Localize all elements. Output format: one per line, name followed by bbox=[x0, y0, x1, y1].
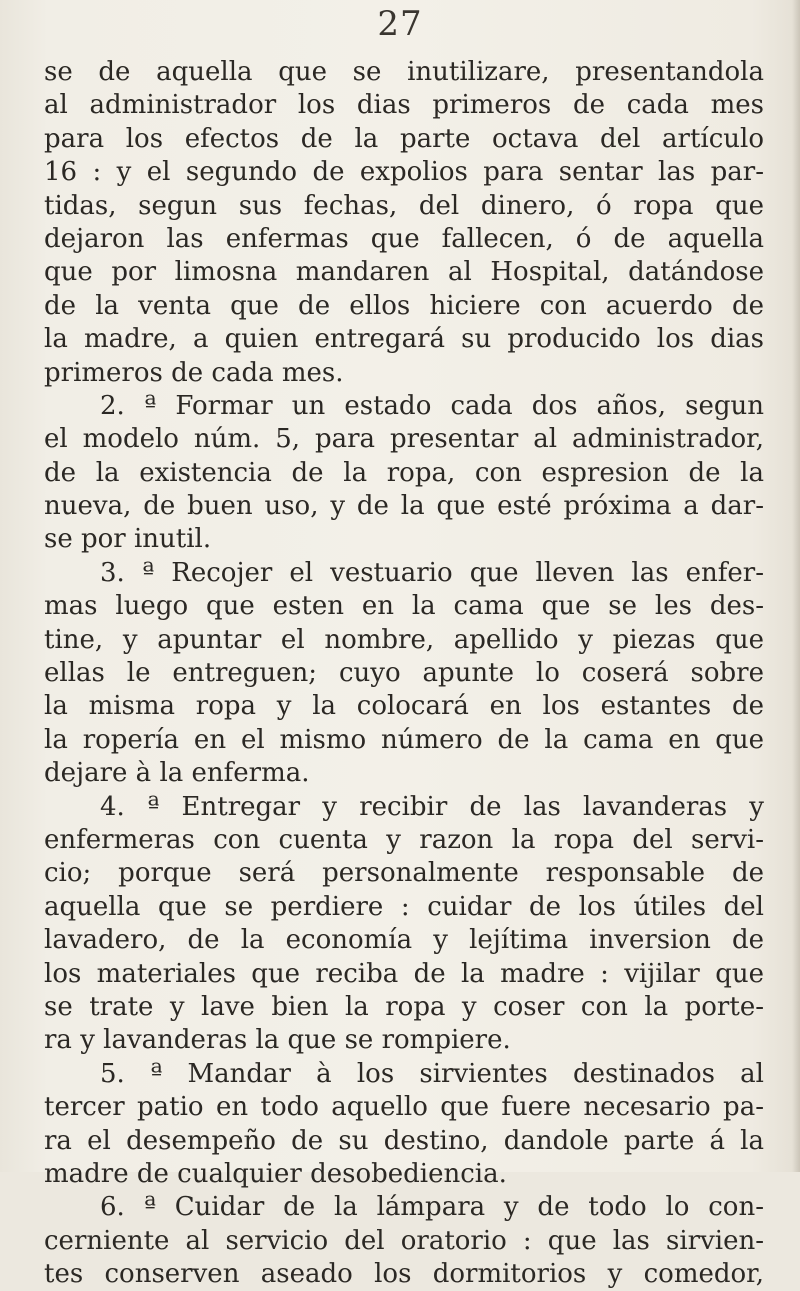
text-line: tine, y apuntar el nombre, apellido y piezas que bbox=[44, 624, 764, 655]
text-line: al administrador los dias primeros de cada mes bbox=[44, 90, 764, 121]
text-line: se por inutil. bbox=[44, 524, 212, 555]
text-line: aquella que se perdiere : cuidar de los útiles del bbox=[44, 891, 764, 922]
page-edge-shadow bbox=[792, 0, 800, 1172]
text-line: se de aquella que se inutilizare, presentandola bbox=[44, 57, 764, 87]
text-line: 2. ª Formar un estado cada dos años, segun bbox=[100, 390, 764, 421]
text-line: 4. ª Entregar y recibir de las lavanderas y bbox=[100, 791, 764, 822]
text-line: el modelo núm. 5, para presentar al administrador, bbox=[44, 424, 764, 455]
text-line: se trate y lave bien la ropa y coser con la porte- bbox=[44, 991, 764, 1022]
text-line: tercer patio en todo aquello que fuere necesario pa- bbox=[44, 1092, 764, 1123]
text-line: nueva, de buen uso, y de la que esté próxima a dar- bbox=[44, 491, 764, 522]
text-line: madre de cualquier desobediencia. bbox=[44, 1158, 507, 1189]
text-line: 3. ª Recojer el vestuario que lleven las enfer- bbox=[100, 557, 764, 588]
text-line: que por limosna mandaren al Hospital, datándose bbox=[44, 257, 764, 288]
text-line: 5. ª Mandar à los sirvientes destinados al bbox=[100, 1058, 764, 1089]
text-line: la misma ropa y la colocará en los estantes de bbox=[44, 691, 764, 722]
text-line: tidas, segun sus fechas, del dinero, ó ropa que bbox=[44, 190, 764, 221]
text-line: para los efectos de la parte octava del artículo bbox=[44, 123, 764, 154]
text-line: de la existencia de la ropa, con espresion de la bbox=[44, 457, 764, 488]
text-line: la madre, a quien entregará su producido los dias bbox=[44, 324, 764, 355]
text-line: 16 : y el segundo de expolios para sentar las par- bbox=[44, 157, 764, 188]
text-line: ra y lavanderas la que se rompiere. bbox=[44, 1025, 511, 1056]
text-line: la ropería en el mismo número de la cama en que bbox=[44, 724, 764, 755]
text-line: cio; porque será personalmente responsable de bbox=[44, 858, 764, 889]
page-number: 27 bbox=[377, 4, 423, 44]
text-line: 6. ª Cuidar de la lámpara y de todo lo con- bbox=[100, 1192, 764, 1223]
text-line: mas luego que esten en la cama que se les des- bbox=[44, 591, 764, 622]
page-body-text bbox=[44, 56, 764, 1291]
text-line: dejaron las enfermas que fallecen, ó de aquella bbox=[44, 223, 764, 254]
text-line: de la venta que de ellos hiciere con acuerdo de bbox=[44, 290, 764, 321]
text-line: primeros de cada mes. bbox=[44, 357, 344, 388]
text-line: ellas le entreguen; cuyo apunte lo coserá sobre bbox=[44, 658, 764, 689]
text-line: enfermeras con cuenta y razon la ropa del servi- bbox=[44, 824, 764, 855]
text-line: tes conserven aseado los dormitorios y comedor, bbox=[44, 1259, 764, 1290]
text-line: los materiales que reciba de la madre : vijilar que bbox=[44, 958, 764, 989]
text-line: ra el desempeño de su destino, dandole parte á la bbox=[44, 1125, 764, 1156]
text-line: cerniente al servicio del oratorio : que las sirvien- bbox=[44, 1225, 764, 1256]
text-line: lavadero, de la economía y lejítima inversion de bbox=[44, 925, 764, 956]
text-line: dejare à la enferma. bbox=[44, 758, 310, 789]
